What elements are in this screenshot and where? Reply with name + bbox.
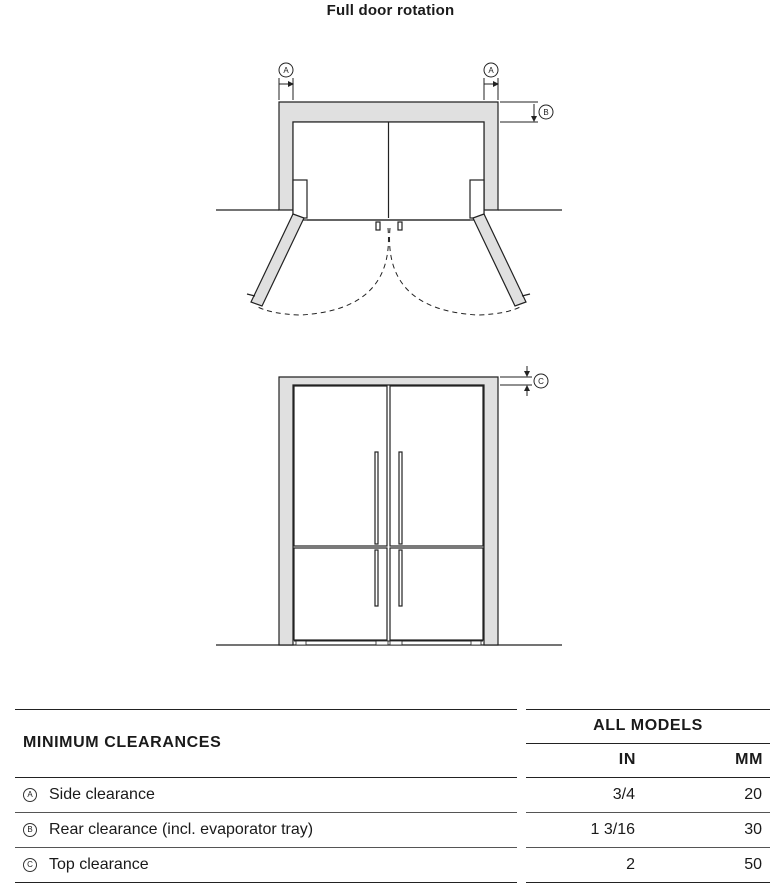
table-rule (15, 847, 517, 848)
table-rule (526, 709, 770, 710)
row-value-mm: 50 (744, 856, 762, 873)
svg-text:A: A (488, 66, 494, 75)
table-rule (526, 812, 770, 813)
table-rule (526, 882, 770, 883)
table-row (23, 786, 155, 804)
svg-text:B: B (543, 108, 549, 117)
row-value-mm: 20 (744, 786, 762, 803)
table-rule (526, 777, 770, 778)
row-value-in: 3/4 (612, 786, 635, 803)
column-header-mm: MM (735, 751, 763, 768)
svg-text:C: C (538, 377, 544, 386)
page-title: Full door rotation (326, 2, 455, 19)
column-header-in: IN (618, 751, 636, 768)
table-rule (15, 777, 517, 778)
svg-text:A: A (283, 66, 289, 75)
row-value-in: 1 3/16 (590, 821, 635, 838)
row-value-mm: 30 (744, 821, 762, 838)
row-label: Rear clearance (incl. evaporator tray) (49, 821, 314, 838)
row-label: Side clearance (49, 786, 155, 803)
table-row (23, 821, 313, 839)
row-label: Top clearance (49, 856, 149, 873)
marker-c: C (23, 858, 37, 872)
marker-b: B (23, 823, 37, 837)
table-rule (526, 847, 770, 848)
table-rule (15, 812, 517, 813)
table-heading: MINIMUM CLEARANCES (23, 734, 222, 751)
table-row (23, 856, 149, 874)
row-value-in: 2 (626, 856, 635, 873)
table-rule (15, 882, 517, 883)
group-heading: ALL MODELS (593, 717, 703, 734)
table-rule (15, 709, 517, 710)
table-rule (526, 743, 770, 744)
marker-a: A (23, 788, 37, 802)
